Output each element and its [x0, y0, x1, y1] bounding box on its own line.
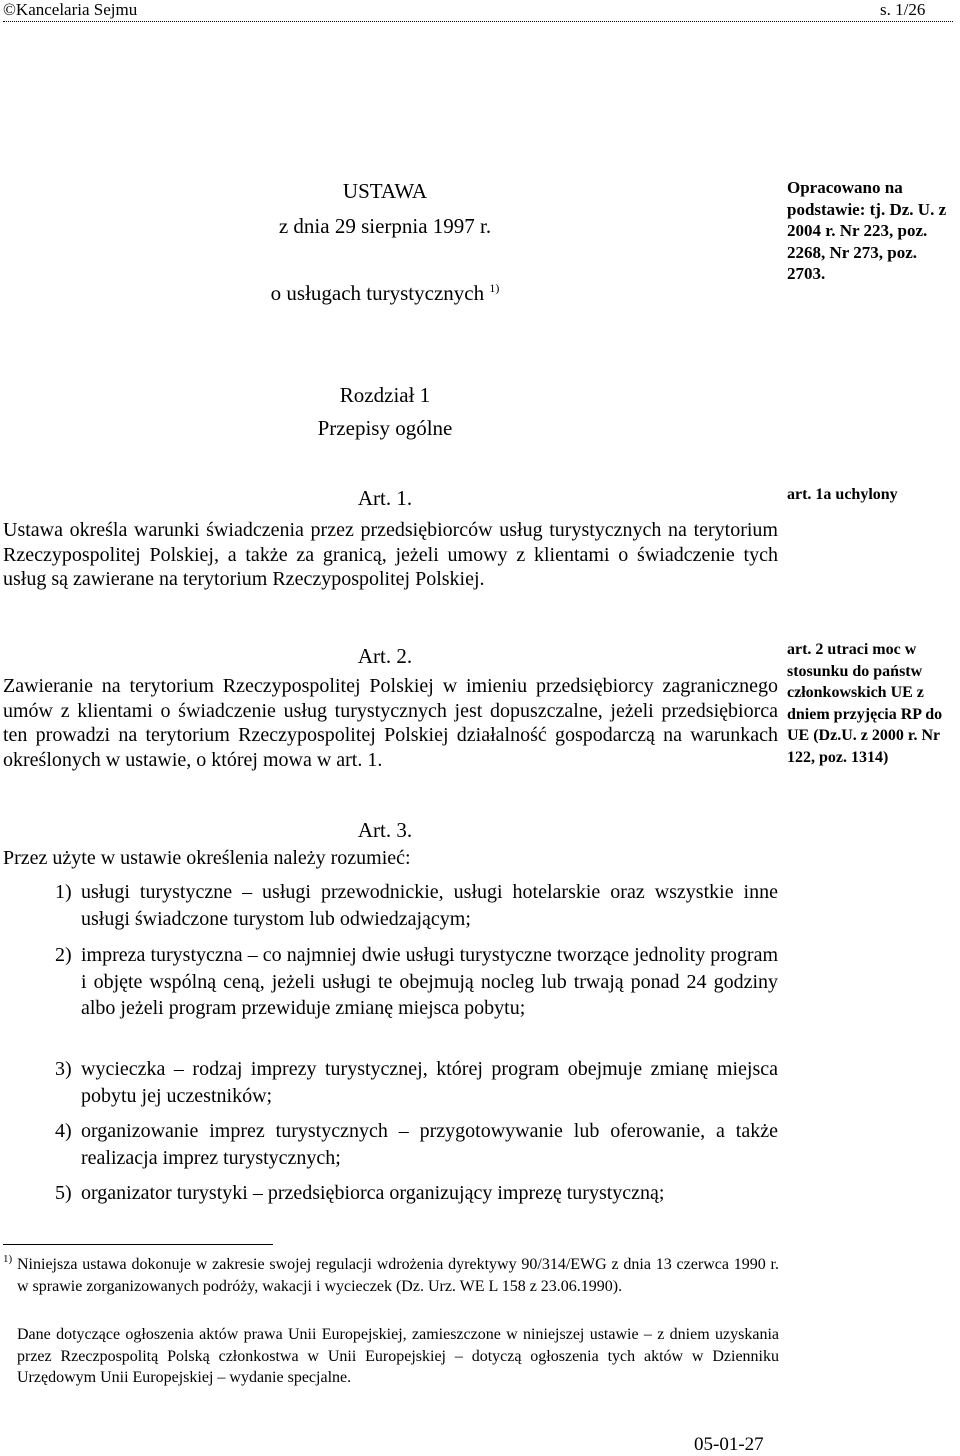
article-3-intro: Przez użyte w ustawie określenia należy rozumieć: — [3, 847, 411, 869]
article-2-heading: Art. 2. — [357, 644, 413, 668]
definition-text: organizowanie imprez turystycznych – przygotowywanie lub oferowanie, a także realizacja imprez turystycznych; — [81, 1120, 778, 1169]
definition-text: wycieczka – rodzaj imprezy turystycznej, której program obejmuje zmianę miejsca pobytu jej uczestników; — [81, 1058, 778, 1107]
act-kind: USTAWA — [342, 179, 428, 203]
article-2-text: Zawieranie na terytorium Rzeczypospolitej Polskiej w imieniu przedsiębiorcy zagranicznego umów z klientami o świadczenie usług turystycznych jest dopuszczalne, jeżeli przedsiębiorca ten prowadzi na terytorium Rzeczypospolitej Polskiej działalność gospodarczą na warunkach określonych w ustawie, o której mowa w art. 1. — [3, 675, 778, 771]
act-date: z dnia 29 sierpnia 1997 r. — [278, 214, 492, 238]
article-1-heading: Art. 1. — [357, 486, 413, 510]
footnote-divider — [3, 1244, 273, 1245]
definition-number: 2) — [55, 944, 72, 966]
act-subject-text: o usługach turystycznych — [270, 281, 485, 305]
chapter-name: Przepisy ogólne — [317, 416, 453, 440]
header-divider — [3, 21, 953, 22]
definition-item — [55, 1118, 778, 1171]
definition-text: organizator turystyki – przedsiębiorca organizujący imprezę turystyczną; — [81, 1182, 665, 1204]
act-subject — [0, 279, 770, 307]
definition-number: 5) — [55, 1182, 72, 1204]
page-date-stamp: 05-01-27 — [694, 1434, 764, 1455]
definition-text: usługi turystyczne – usługi przewodnickie, usługi hotelarskie oraz wszystkie inne usługi świadczone turystom lub odwiedzającym; — [81, 881, 778, 930]
article-1-text: Ustawa określa warunki świadczenia przez przedsiębiorców usług turystycznych na terytorium Rzeczypospolitej Polskiej, a także za granicą, jeżeli umowy z klientami o świadczenie tych usług są zawierane na terytorium Rzeczypospolitej Polskiej. — [3, 519, 778, 590]
definition-item — [55, 1180, 778, 1207]
act-footnote-ref: 1) — [489, 281, 500, 295]
definition-text: impreza turystyczna – co najmniej dwie usługi turystyczne tworzące jednolity program i objęte wspólną ceną, jeżeli usługi te obejmują nocleg lub trwają ponad 24 godziny albo jeżeli program przewiduje zmianę miejsca pobytu; — [81, 944, 778, 1019]
definition-number: 4) — [55, 1120, 72, 1142]
article-2-margin-note: art. 2 utraci moc w stosunku do państw członkowskich UE z dniem przyjęcia RP do UE (Dz.U. z 2000 r. Nr 122, poz. 1314) — [787, 641, 943, 766]
source-margin-note: Opracowano na podstawie: tj. Dz. U. z 2004 r. Nr 223, poz. 2268, Nr 273, poz. 2703. — [787, 178, 947, 283]
definition-number: 3) — [55, 1058, 72, 1080]
footnote-1 — [3, 1253, 779, 1297]
footnote-2-text: Dane dotyczące ogłoszenia aktów prawa Unii Europejskiej, zamieszczone w niniejszej ustawie – z dniem uzyskania przez Rzeczpospolitą Polską członkostwa w Unii Europejskiej – dotyczą ogłoszenia tych aktów w Dzienniku Urzędowym Unii Europejskiej – wydanie specjalne. — [17, 1326, 779, 1386]
definition-item — [55, 1056, 778, 1109]
definition-number: 1) — [55, 881, 72, 903]
header-source: ©Kancelaria Sejmu — [3, 0, 138, 19]
chapter-number: Rozdział 1 — [339, 383, 431, 407]
article-1-margin-note: art. 1a uchylony — [787, 486, 898, 503]
definition-item — [55, 879, 778, 932]
definition-item — [55, 942, 778, 1022]
footnote-1-text: Niniejsza ustawa dokonuje w zakresie swojej regulacji wdrożenia dyrektywy 90/314/EWG z dnia 13 czerwca 1990 r. w sprawie zorganizowanych podróży, wakacji i wycieczek (Dz. Urz. WE L 158 z 23.06.1990). — [17, 1256, 779, 1295]
header-page-number: s. 1/26 — [880, 0, 926, 19]
article-3-heading: Art. 3. — [357, 818, 413, 842]
footnote-mark: 1) — [3, 1253, 13, 1265]
